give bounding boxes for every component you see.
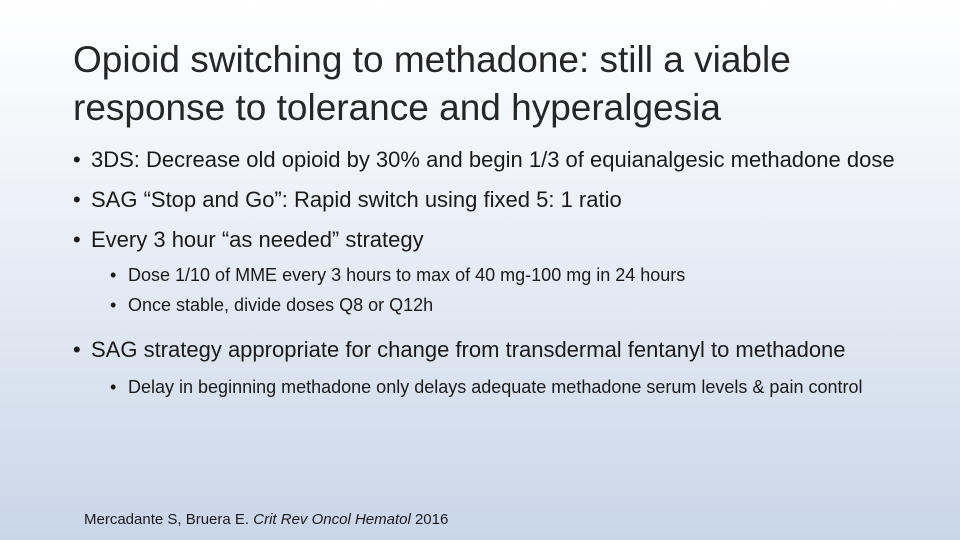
bullet-sag: • SAG “Stop and Go”: Rapid switch using fixed 5: 1 ratio [73, 186, 913, 214]
citation-authors: Mercadante S, Bruera E. [84, 511, 254, 528]
sub-bullets-sag [73, 374, 913, 400]
citation [84, 510, 448, 530]
sub-bullet-once-stable: • Once stable, divide doses Q8 or Q12h [110, 292, 913, 318]
sub-bullet-dose: • Dose 1/10 of MME every 3 hours to max of 40 mg-100 mg in 24 hours [110, 262, 913, 288]
slide-title: Opioid switching to methadone: still a viable response to tolerance and hyperalgesia [73, 39, 791, 128]
sub-bullet-delay: • Delay in beginning methadone only delays adequate methadone serum levels & pain control [110, 374, 913, 400]
slide-body [73, 146, 913, 418]
sub-bullets-every-3-hour [73, 262, 913, 318]
bullet-3ds: • 3DS: Decrease old opioid by 30% and begin 1/3 of equianalgesic methadone dose [73, 146, 913, 174]
bullet-sag-fentanyl: • SAG strategy appropriate for change from transdermal fentanyl to methadone [73, 336, 913, 364]
bullet-every-3-hour: • Every 3 hour “as needed” strategy [73, 226, 913, 254]
citation-journal: Crit Rev Oncol Hematol [253, 511, 411, 528]
citation-year: 2016 [410, 511, 449, 528]
